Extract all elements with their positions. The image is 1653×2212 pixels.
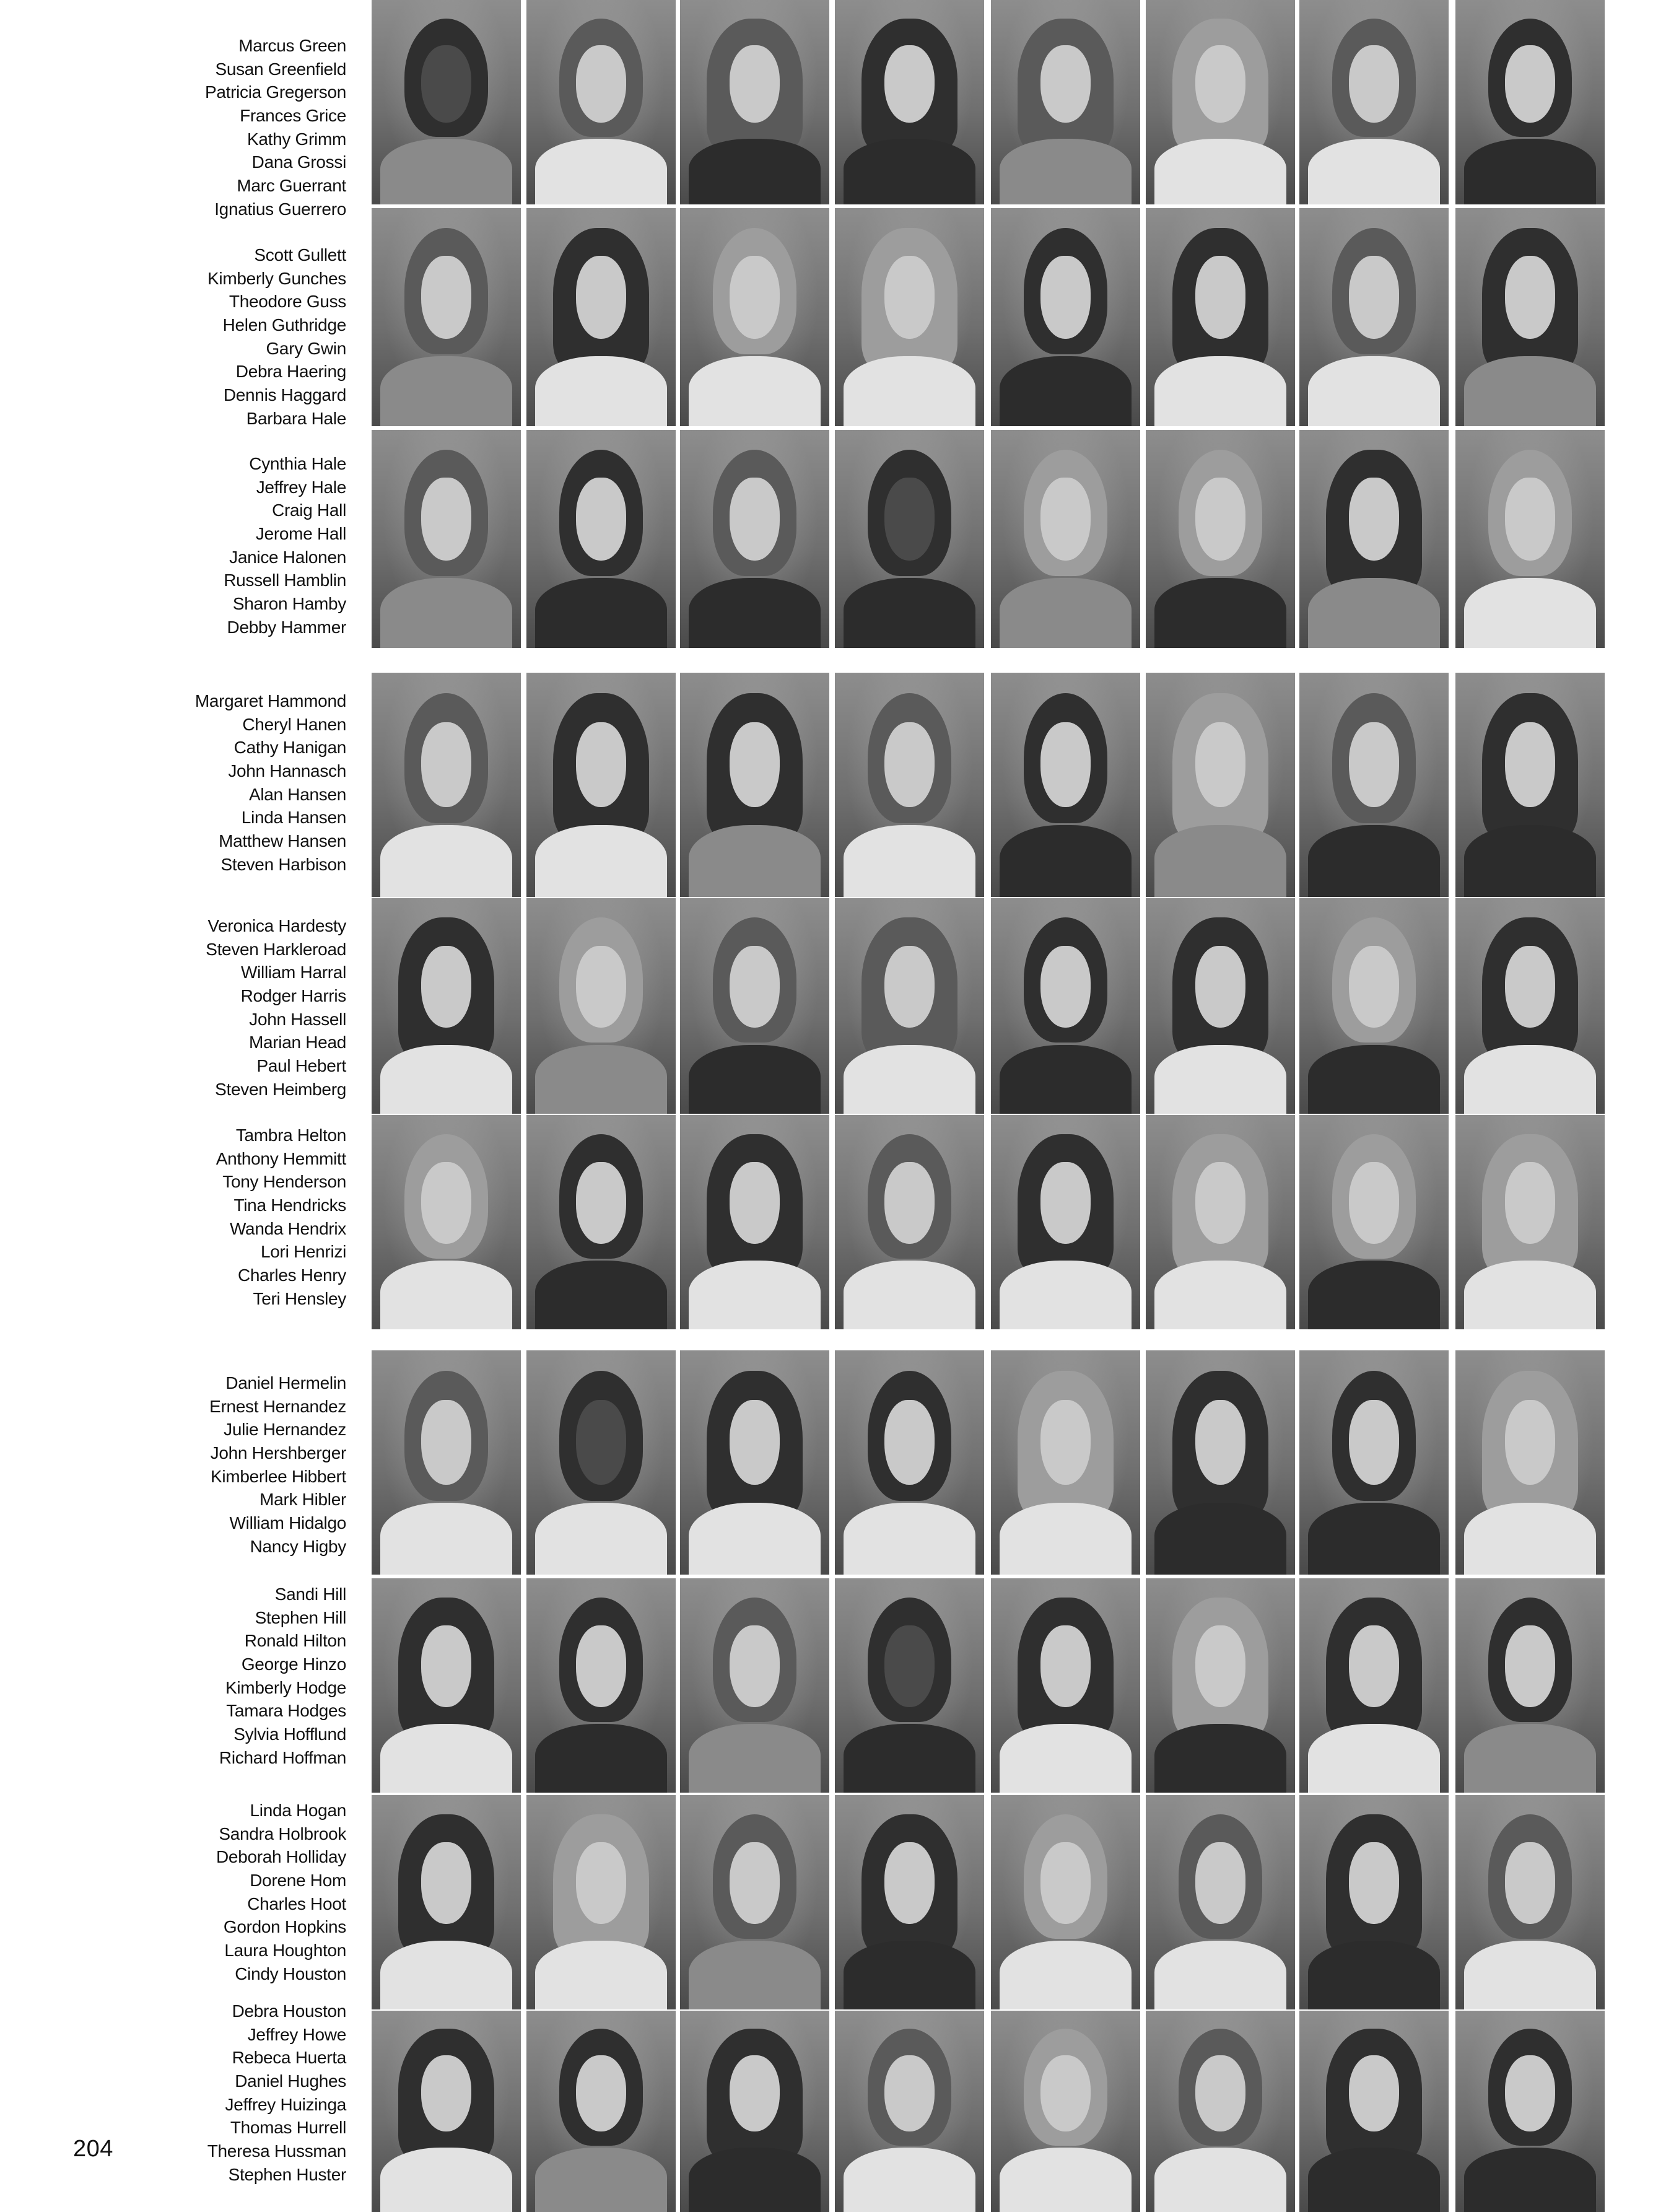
student-name: Linda Hogan bbox=[250, 1801, 346, 1820]
portrait-row bbox=[0, 1115, 1653, 1329]
student-portrait bbox=[526, 2011, 676, 2212]
student-portrait bbox=[526, 208, 676, 426]
student-name: Nancy Higby bbox=[250, 1536, 346, 1556]
student-name: Paul Hebert bbox=[256, 1056, 346, 1076]
student-name: Alan Hansen bbox=[248, 784, 346, 804]
student-portrait bbox=[372, 2011, 521, 2212]
student-portrait bbox=[680, 898, 829, 1114]
student-name: Linda Hansen bbox=[241, 808, 346, 828]
student-name: Veronica Hardesty bbox=[207, 916, 346, 935]
student-portrait bbox=[835, 208, 984, 426]
student-portrait bbox=[1455, 0, 1605, 204]
student-name: Thomas Hurrell bbox=[230, 2118, 346, 2138]
student-portrait bbox=[1455, 2011, 1605, 2212]
student-name: Barbara Hale bbox=[246, 408, 346, 428]
student-name: Jerome Hall bbox=[255, 524, 346, 544]
name-list bbox=[207, 2000, 346, 2187]
student-portrait bbox=[680, 430, 829, 648]
student-portrait bbox=[1299, 1578, 1449, 1793]
student-portrait bbox=[1299, 2011, 1449, 2212]
photo-strip bbox=[372, 1578, 1610, 1793]
student-name: Kimberly Gunches bbox=[207, 268, 346, 288]
student-portrait bbox=[526, 430, 676, 648]
student-portrait bbox=[372, 673, 521, 897]
student-portrait bbox=[1146, 0, 1295, 204]
student-name: Sandi Hill bbox=[274, 1585, 346, 1604]
name-list bbox=[207, 243, 346, 431]
student-portrait bbox=[680, 2011, 829, 2212]
student-portrait bbox=[991, 1350, 1140, 1575]
student-name: Gary Gwin bbox=[266, 338, 346, 358]
portrait-row bbox=[0, 1795, 1653, 2009]
photo-strip bbox=[372, 208, 1610, 426]
student-name: John Hannasch bbox=[228, 761, 346, 781]
student-portrait bbox=[1299, 1350, 1449, 1575]
student-name: Kimberly Hodge bbox=[225, 1677, 346, 1697]
student-portrait bbox=[1146, 898, 1295, 1114]
student-name: Deborah Holliday bbox=[216, 1847, 346, 1867]
student-name: Steven Harkleroad bbox=[206, 939, 346, 959]
student-name: Ronald Hilton bbox=[244, 1631, 346, 1651]
student-portrait bbox=[991, 898, 1140, 1114]
student-name: Margaret Hammond bbox=[194, 691, 346, 710]
portrait-row bbox=[0, 1578, 1653, 1793]
student-portrait bbox=[835, 1578, 984, 1793]
student-portrait bbox=[835, 1795, 984, 2009]
student-portrait bbox=[526, 0, 676, 204]
student-portrait bbox=[1146, 430, 1295, 648]
student-name: Russell Hamblin bbox=[224, 570, 346, 590]
student-portrait bbox=[1299, 1795, 1449, 2009]
student-name: Dana Grossi bbox=[251, 152, 346, 172]
student-name: Cathy Hanigan bbox=[233, 738, 346, 758]
student-name: Tambra Helton bbox=[235, 1126, 346, 1145]
portrait-row bbox=[0, 208, 1653, 426]
student-name: Theresa Hussman bbox=[207, 2141, 346, 2161]
student-portrait bbox=[680, 1115, 829, 1329]
student-name: Sharon Hamby bbox=[232, 594, 346, 614]
portrait-row bbox=[0, 430, 1653, 648]
student-name: Kathy Grimm bbox=[246, 129, 346, 149]
student-portrait bbox=[1299, 1115, 1449, 1329]
student-name: Daniel Hughes bbox=[235, 2071, 346, 2091]
student-name: Craig Hall bbox=[272, 501, 346, 520]
student-portrait bbox=[680, 0, 829, 204]
student-portrait bbox=[1146, 1578, 1295, 1793]
student-name: Cynthia Hale bbox=[249, 454, 346, 473]
name-list bbox=[206, 914, 346, 1101]
student-portrait bbox=[372, 1578, 521, 1793]
student-portrait bbox=[1146, 2011, 1295, 2212]
student-name: Cindy Houston bbox=[235, 1964, 346, 1983]
student-portrait bbox=[680, 1578, 829, 1793]
student-portrait bbox=[1299, 0, 1449, 204]
student-name: Frances Grice bbox=[240, 106, 346, 126]
student-portrait bbox=[526, 1350, 676, 1575]
portrait-row bbox=[0, 2001, 1653, 2212]
student-name: Cheryl Hanen bbox=[242, 714, 346, 734]
student-portrait bbox=[1455, 1795, 1605, 2009]
student-name: William Hidalgo bbox=[229, 1513, 346, 1533]
student-name: Jeffrey Howe bbox=[247, 2024, 346, 2044]
student-name: Teri Hensley bbox=[253, 1288, 346, 1308]
student-portrait bbox=[680, 673, 829, 897]
student-name: Ignatius Guerrero bbox=[214, 199, 346, 219]
portrait-row bbox=[0, 898, 1653, 1114]
student-portrait bbox=[372, 898, 521, 1114]
student-portrait bbox=[1146, 208, 1295, 426]
name-list bbox=[216, 1124, 346, 1311]
student-name: Theodore Guss bbox=[229, 292, 346, 312]
photo-strip bbox=[372, 0, 1610, 204]
student-name: Laura Houghton bbox=[224, 1941, 346, 1961]
student-portrait bbox=[1299, 208, 1449, 426]
name-list bbox=[216, 1799, 346, 1986]
student-name: Tamara Hodges bbox=[226, 1701, 346, 1721]
student-name: Charles Henry bbox=[237, 1266, 346, 1285]
photo-strip bbox=[372, 1350, 1610, 1575]
student-portrait bbox=[1299, 673, 1449, 897]
photo-strip bbox=[372, 1795, 1610, 2009]
student-name: Debra Haering bbox=[235, 362, 346, 382]
student-portrait bbox=[526, 673, 676, 897]
student-portrait bbox=[526, 1115, 676, 1329]
student-portrait bbox=[1455, 1115, 1605, 1329]
student-name: William Harral bbox=[240, 963, 346, 982]
page-number: 204 bbox=[73, 2136, 113, 2162]
student-name: Marc Guerrant bbox=[237, 176, 346, 196]
student-name: Wanda Hendrix bbox=[229, 1218, 346, 1238]
student-name: Gordon Hopkins bbox=[223, 1917, 346, 1937]
student-name: Stephen Hill bbox=[255, 1607, 346, 1627]
student-name: Kimberlee Hibbert bbox=[211, 1466, 346, 1486]
name-list bbox=[205, 34, 346, 221]
student-portrait bbox=[372, 0, 521, 204]
student-name: Daniel Hermelin bbox=[225, 1373, 346, 1392]
student-portrait bbox=[1455, 898, 1605, 1114]
student-portrait bbox=[1146, 1795, 1295, 2009]
student-portrait bbox=[991, 430, 1140, 648]
student-name: Dorene Hom bbox=[250, 1871, 346, 1891]
photo-strip bbox=[372, 430, 1610, 648]
student-portrait bbox=[835, 1350, 984, 1575]
student-portrait bbox=[835, 0, 984, 204]
student-name: Patricia Gregerson bbox=[204, 82, 346, 102]
name-list bbox=[219, 1583, 346, 1770]
student-name: Steven Harbison bbox=[220, 854, 346, 874]
student-portrait bbox=[526, 1578, 676, 1793]
student-name: Helen Guthridge bbox=[222, 315, 346, 335]
student-name: Tina Hendricks bbox=[233, 1196, 346, 1215]
student-portrait bbox=[835, 898, 984, 1114]
student-portrait bbox=[1299, 898, 1449, 1114]
student-portrait bbox=[372, 1795, 521, 2009]
student-portrait bbox=[1146, 1115, 1295, 1329]
name-list bbox=[195, 689, 346, 876]
student-name: Jeffrey Huizinga bbox=[225, 2094, 346, 2114]
photo-strip bbox=[372, 1115, 1610, 1329]
student-name: Marcus Green bbox=[238, 36, 346, 55]
student-portrait bbox=[835, 1115, 984, 1329]
student-name: Sylvia Hofflund bbox=[233, 1725, 346, 1744]
student-name: Dennis Haggard bbox=[223, 385, 346, 405]
student-name: Debra Houston bbox=[232, 2001, 346, 2021]
student-name: Julie Hernandez bbox=[224, 1420, 346, 1440]
student-name: Richard Hoffman bbox=[219, 1747, 346, 1767]
student-name: Marian Head bbox=[248, 1033, 346, 1052]
student-name: Stephen Huster bbox=[228, 2164, 346, 2184]
student-name: Debby Hammer bbox=[227, 617, 346, 637]
student-portrait bbox=[991, 1795, 1140, 2009]
student-portrait bbox=[1455, 673, 1605, 897]
photo-strip bbox=[372, 898, 1610, 1114]
student-portrait bbox=[835, 430, 984, 648]
student-portrait bbox=[526, 1795, 676, 2009]
student-portrait bbox=[1146, 1350, 1295, 1575]
student-portrait bbox=[372, 1115, 521, 1329]
student-name: Susan Greenfield bbox=[215, 59, 346, 79]
student-name: Jeffrey Hale bbox=[256, 477, 346, 497]
portrait-row bbox=[0, 0, 1653, 219]
student-name: Rebeca Huerta bbox=[232, 2048, 346, 2068]
student-portrait bbox=[991, 208, 1140, 426]
student-name: Janice Halonen bbox=[229, 547, 346, 567]
student-name: Tony Henderson bbox=[222, 1172, 346, 1192]
student-name: John Hershberger bbox=[210, 1443, 346, 1463]
portrait-row bbox=[0, 1350, 1653, 1575]
student-name: Charles Hoot bbox=[247, 1894, 346, 1913]
student-name: Anthony Hemmitt bbox=[216, 1148, 346, 1168]
student-portrait bbox=[991, 673, 1140, 897]
student-portrait bbox=[1455, 208, 1605, 426]
student-portrait bbox=[991, 1578, 1140, 1793]
student-portrait bbox=[680, 208, 829, 426]
student-name: Sandra Holbrook bbox=[219, 1824, 346, 1843]
photo-strip bbox=[372, 673, 1610, 897]
student-portrait bbox=[991, 2011, 1140, 2212]
student-name: John Hassell bbox=[249, 1009, 346, 1029]
portrait-row bbox=[0, 673, 1653, 897]
student-portrait bbox=[680, 1795, 829, 2009]
student-portrait bbox=[991, 1115, 1140, 1329]
student-portrait bbox=[1455, 430, 1605, 648]
student-portrait bbox=[1455, 1350, 1605, 1575]
student-portrait bbox=[835, 673, 984, 897]
student-portrait bbox=[372, 208, 521, 426]
student-name: Steven Heimberg bbox=[215, 1079, 346, 1099]
student-portrait bbox=[372, 1350, 521, 1575]
student-portrait bbox=[835, 2011, 984, 2212]
student-portrait bbox=[372, 430, 521, 648]
student-portrait bbox=[1455, 1578, 1605, 1793]
student-name: Matthew Hansen bbox=[219, 831, 346, 851]
student-name: Scott Gullett bbox=[254, 245, 346, 264]
name-list bbox=[224, 452, 346, 639]
student-name: Ernest Hernandez bbox=[209, 1396, 346, 1416]
student-portrait bbox=[1299, 430, 1449, 648]
student-portrait bbox=[991, 0, 1140, 204]
student-name: George Hinzo bbox=[241, 1655, 346, 1674]
student-name: Mark Hibler bbox=[260, 1490, 346, 1510]
photo-strip bbox=[372, 2011, 1610, 2212]
student-portrait bbox=[1146, 673, 1295, 897]
name-list bbox=[209, 1371, 346, 1558]
student-name: Lori Henrizi bbox=[261, 1242, 346, 1262]
student-portrait bbox=[680, 1350, 829, 1575]
student-portrait bbox=[526, 898, 676, 1114]
student-name: Rodger Harris bbox=[240, 986, 346, 1006]
